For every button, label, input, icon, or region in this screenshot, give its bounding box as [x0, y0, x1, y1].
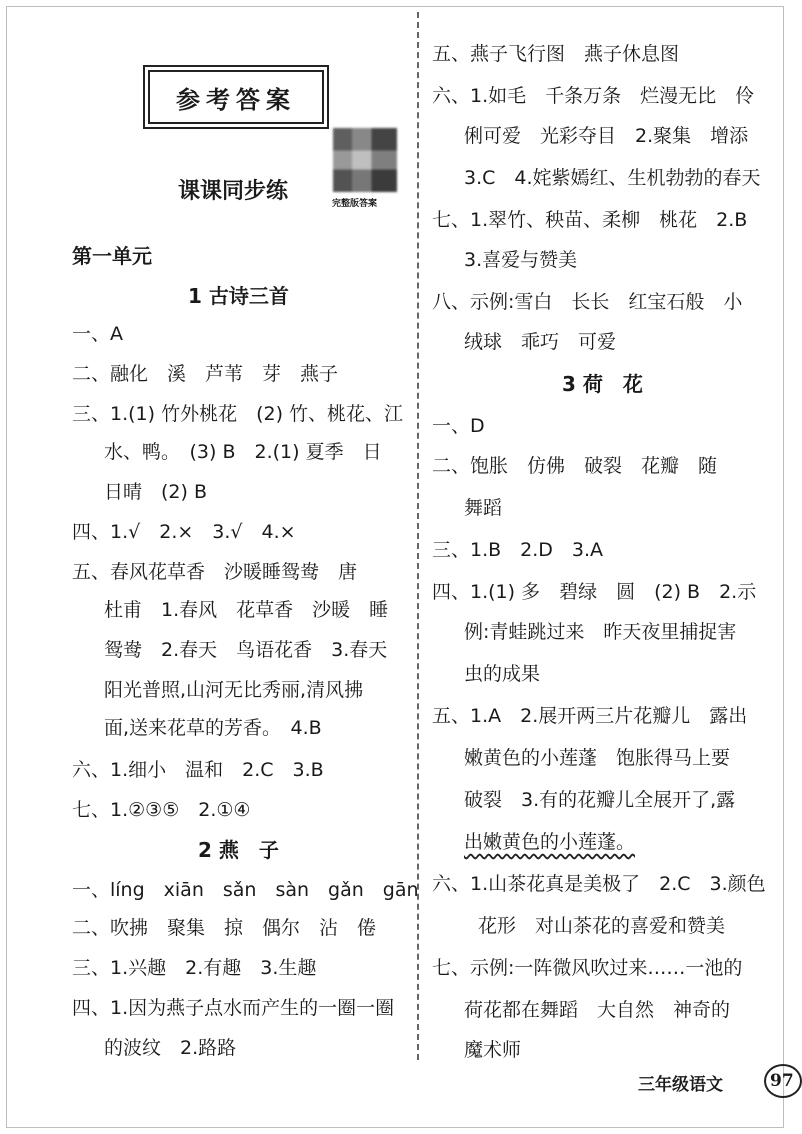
- right-line: 三、1.B 2.D 3.A: [432, 539, 604, 561]
- left-line: 鸳鸯 2.春天 鸟语花香 3.春天: [104, 639, 388, 661]
- right-line: 嫩黄色的小莲蓬 饱胀得马上要: [464, 747, 731, 769]
- right-line: 七、1.翠竹、秧苗、柔柳 桃花 2.B: [432, 209, 748, 231]
- left-line: 一、A: [72, 323, 123, 345]
- right-line: 魔术师: [464, 1039, 522, 1061]
- right-line: 荷花都在舞蹈 大自然 神奇的: [464, 999, 731, 1021]
- section-title: 课课同步练: [178, 179, 289, 204]
- page-number: 97: [764, 1064, 802, 1098]
- right-line: 3.C 4.姹紫嫣红、生机勃勃的春天: [464, 167, 761, 189]
- left-line: 面,送来花草的芳香。 4.B: [104, 717, 322, 739]
- left-line: 阳光普照,山河无比秀丽,清风拂: [104, 679, 364, 701]
- right-line: 四、1.(1) 多 碧绿 圆 (2) B 2.示: [432, 581, 757, 603]
- right-line: 一、D: [432, 415, 485, 437]
- left-line: 二、融化 溪 芦苇 芽 燕子: [72, 363, 339, 385]
- right-line: 二、饱胀 仿佛 破裂 花瓣 随: [432, 455, 718, 477]
- right-line: 六、1.如毛 千条万条 烂漫无比 伶: [432, 85, 755, 107]
- right-line: 舞蹈: [464, 497, 503, 519]
- left-line: 四、1.因为燕子点水而产生的一圈一圈: [72, 997, 395, 1019]
- column-divider: [417, 12, 419, 1060]
- left-line: 四、1.√ 2.× 3.√ 4.×: [72, 521, 296, 543]
- qr-caption: 完整版答案: [332, 199, 378, 209]
- qr-code[interactable]: [333, 128, 397, 192]
- right-line: 六、1.山茶花真是美极了 2.C 3.颜色: [432, 873, 766, 895]
- unit-title: 第一单元: [72, 244, 152, 268]
- right-line: 花形 对山茶花的喜爱和赞美: [478, 915, 726, 937]
- left-line: 日晴 (2) B: [104, 481, 207, 503]
- left-line: 三、1.兴趣 2.有趣 3.生趣: [72, 957, 317, 979]
- lesson-title-3: 3 荷 花: [562, 372, 643, 396]
- left-line: 水、鸭。 (3) B 2.(1) 夏季 日: [104, 441, 382, 463]
- left-line: 一、líng xiān sǎn sàn gǎn gān: [72, 879, 419, 901]
- right-line: 破裂 3.有的花瓣儿全展开了,露: [464, 789, 736, 811]
- lesson-title-2: 2 燕 子: [198, 838, 279, 862]
- left-line: 六、1.细小 温和 2.C 3.B: [72, 759, 324, 781]
- right-line: 八、示例:雪白 长长 红宝石般 小: [432, 291, 743, 313]
- right-line: 例:青蛙跳过来 昨天夜里捕捉害: [464, 621, 737, 643]
- right-line: 绒球 乖巧 可爱: [464, 331, 617, 353]
- right-line-underlined: 出嫩黄色的小莲蓬。: [464, 831, 636, 853]
- right-line: 虫的成果: [464, 663, 541, 685]
- left-line: 二、吹拂 聚集 掠 偶尔 沾 倦: [72, 917, 377, 939]
- left-line: 七、1.②③⑤ 2.①④: [72, 799, 251, 821]
- grade-subject-label: 三年级语文: [638, 1075, 723, 1095]
- lesson-title-1: 1 古诗三首: [188, 284, 289, 308]
- right-line: 五、1.A 2.展开两三片花瓣儿 露出: [432, 705, 748, 727]
- left-line: 杜甫 1.春风 花草香 沙暖 睡: [104, 599, 389, 621]
- right-line: 俐可爱 光彩夺目 2.聚集 增添: [464, 125, 749, 147]
- right-line: 五、燕子飞行图 燕子休息图: [432, 43, 680, 65]
- right-line: 七、示例:一阵微风吹过来……一池的: [432, 957, 743, 979]
- left-line: 五、春风花草香 沙暖睡鸳鸯 唐: [72, 561, 358, 583]
- left-line: 三、1.(1) 竹外桃花 (2) 竹、桃花、江: [72, 403, 404, 425]
- answer-title: 参考答案: [148, 70, 324, 124]
- right-line: 3.喜爱与赞美: [464, 249, 578, 271]
- left-line: 的波纹 2.路路: [104, 1037, 237, 1059]
